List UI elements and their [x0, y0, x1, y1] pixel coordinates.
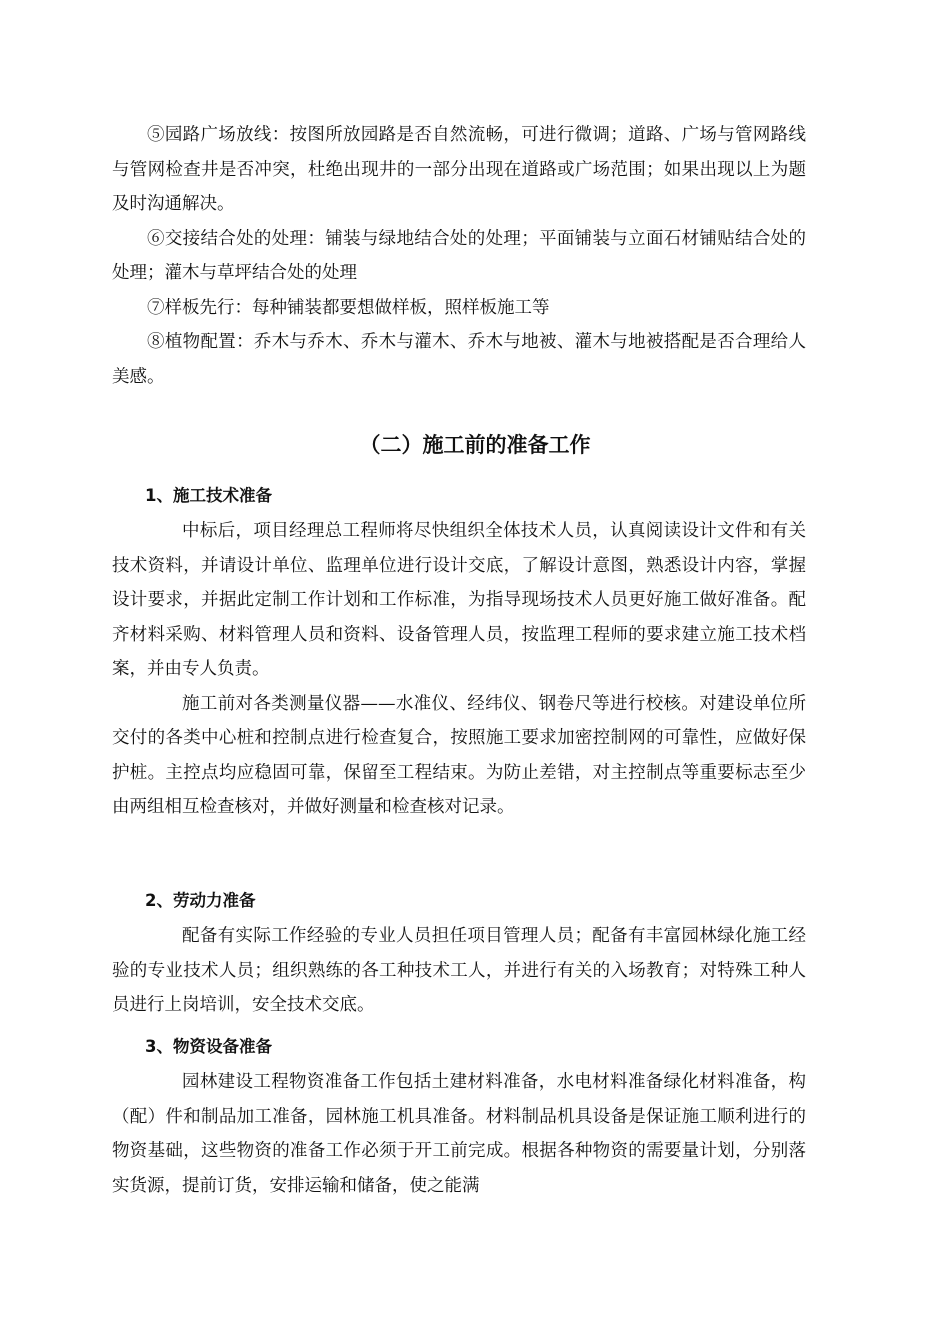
- paragraph: 施工前对各类测量仪器——水准仪、经纬仪、钢卷尺等进行校核。对建设单位所交付的各类中心桩和控制点进行检查复合，按照施工要求加密控制网的可靠性，应做好保护桩。主控点均应稳固可靠，保留至工程结束。为防止差错，对主控制点等重要标志至少由两组相互检查核对，并做好测量和检查核对记录。: [112, 693, 806, 817]
- paragraph: 中标后，项目经理总工程师将尽快组织全体技术人员，认真阅读设计文件和有关技术资料，并请设计单位、监理单位进行设计交底，了解设计意图，熟悉设计内容，掌握设计要求，并据此定制工作计划和工作标准，为指导现场技术人员更好施工做好准备。配齐材料采购、材料管理人员和资料、设备管理人员，按监理工程师的要求建立施工技术档案，并由专人负责。: [112, 521, 806, 679]
- section-title: （二）施工前的准备工作: [359, 433, 591, 457]
- subsection-body-1: [112, 514, 806, 825]
- paragraph: 园林建设工程物资准备工作包括土建材料准备，水电材料准备绿化材料准备，构（配）件和制品加工准备，园林施工机具准备。材料制品机具设备是保证施工顺利进行的物资基础，这些物资的准备工作必须于开工前完成。根据各种物资的需要量计划，分别落实货源，提前订货，安排运输和储备，使之能满: [112, 1072, 806, 1196]
- subsection-heading-2: 2、劳动力准备: [145, 891, 256, 910]
- subsection-body-3: [112, 1065, 806, 1203]
- numbered-items: [112, 118, 806, 394]
- subsection-body-2: [112, 919, 806, 1023]
- subsection-heading-3: 3、物资设备准备: [145, 1037, 272, 1056]
- subsection-heading-1: 1、施工技术准备: [145, 486, 272, 505]
- item-7: ⑦样板先行：每种铺装都要想做样板，照样板施工等: [147, 297, 550, 318]
- paragraph: 配备有实际工作经验的专业人员担任项目管理人员；配备有丰富园林绿化施工经验的专业技术人员；组织熟练的各工种技术工人，并进行有关的入场教育；对特殊工种人员进行上岗培训，安全技术交底。: [112, 926, 806, 1015]
- item-8: ⑧植物配置：乔木与乔木、乔木与灌木、乔木与地被、灌木与地被搭配是否合理给人美感。: [112, 332, 806, 387]
- item-6: ⑥交接结合处的处理：铺装与绿地结合处的处理；平面铺装与立面石材铺贴结合处的处理；灌木与草坪结合处的处理: [112, 228, 806, 283]
- item-5: ⑤园路广场放线：按图所放园路是否自然流畅，可进行微调；道路、广场与管网路线与管网检查井是否冲突，杜绝出现井的一部分出现在道路或广场范围；如果出现以上为题及时沟通解决。: [112, 125, 806, 214]
